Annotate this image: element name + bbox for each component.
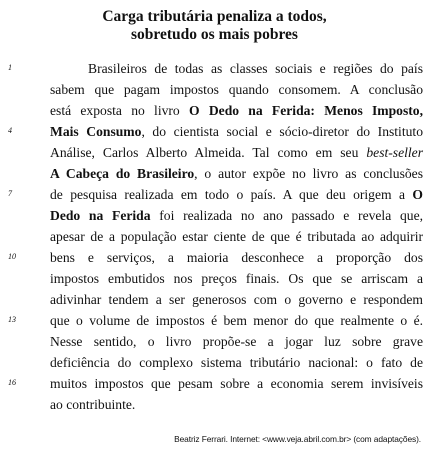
line-2-text: sabem que pagam impostos quando consomem. A conclusão [50, 82, 423, 97]
line-7-text: de pesquisa realizada em todo o país. A que deu origem a [50, 187, 413, 202]
line-number-10: 10 [8, 252, 16, 261]
line-number-1: 1 [8, 63, 12, 72]
book-title-1: O Dedo na Ferida: Menos Imposto, [189, 103, 423, 118]
line-1-text: Brasileiros de todas as classes sociais e regiões do país [88, 61, 423, 76]
line-number-13: 13 [8, 315, 16, 324]
text-line-6 [50, 163, 423, 184]
text-line-11 [50, 268, 423, 289]
book-title-2: A Cabeça do Brasileiro [50, 166, 195, 181]
line-12-text: adivinhar tendem a ser generosos com o governo e respondem [50, 292, 423, 307]
italic-term: best-seller [366, 145, 423, 160]
text-line-12 [50, 289, 423, 310]
line-6-text: , o autor expõe no livro as conclusões [194, 166, 423, 181]
line-number-7: 7 [8, 189, 12, 198]
article-body [8, 58, 423, 415]
line-number-4: 4 [8, 126, 12, 135]
line-16-text: muitos impostos que pesam sobre a economia serem invisíveis [50, 376, 423, 391]
text-line-13 [8, 310, 423, 331]
source-citation: Beatriz Ferrari. Internet: <www.veja.abril.com.br> (com adaptações). [174, 434, 421, 444]
line-13-text: que o volume de impostos é bem menor do que realmente o é. [50, 313, 423, 328]
text-line-16 [8, 373, 423, 394]
text-line-1 [8, 58, 423, 79]
text-line-3 [50, 100, 423, 121]
line-14-text: Nesse sentido, o livro propõe-se a jogar luz sobre grave [50, 334, 423, 349]
line-17-text: ao contribuinte. [50, 397, 136, 412]
text-line-5 [50, 142, 423, 163]
text-line-7 [8, 184, 423, 205]
line-number-16: 16 [8, 378, 16, 387]
line-8-text: foi realizada no ano passado e revela que, [150, 208, 423, 223]
line-3-text: está exposta no livro [50, 103, 189, 118]
line-5-text: Análise, Carlos Alberto Almeida. Tal como em seu [50, 145, 367, 160]
line-11-text: impostos embutidos nos preços finais. Os que se arriscam a [50, 271, 423, 286]
title-line-2: sobretudo os mais pobres [131, 26, 298, 43]
text-line-10 [8, 247, 423, 268]
text-line-17 [50, 394, 423, 415]
text-line-4 [8, 121, 423, 142]
line-15-text: deficiência do complexo sistema tributário nacional: o fato de [50, 355, 423, 370]
article-title [0, 8, 429, 44]
line-4-text: , do cientista social e sócio-diretor do Instituto [141, 124, 423, 139]
text-line-15 [50, 352, 423, 373]
book-title-3-cont: Dedo na Ferida [50, 208, 151, 223]
line-9-text: apesar de a população estar ciente de que é tributada ao adquirir [50, 229, 423, 244]
text-line-2 [50, 79, 423, 100]
text-line-14 [50, 331, 423, 352]
book-title-1-cont: Mais Consumo [50, 124, 142, 139]
text-line-9 [50, 226, 423, 247]
title-line-1: Carga tributária penaliza a todos, [102, 8, 327, 25]
line-10-text: bens e serviços, a maioria desconhece a proporção dos [50, 250, 423, 265]
text-line-8 [50, 205, 423, 226]
book-title-3: O [412, 187, 423, 202]
